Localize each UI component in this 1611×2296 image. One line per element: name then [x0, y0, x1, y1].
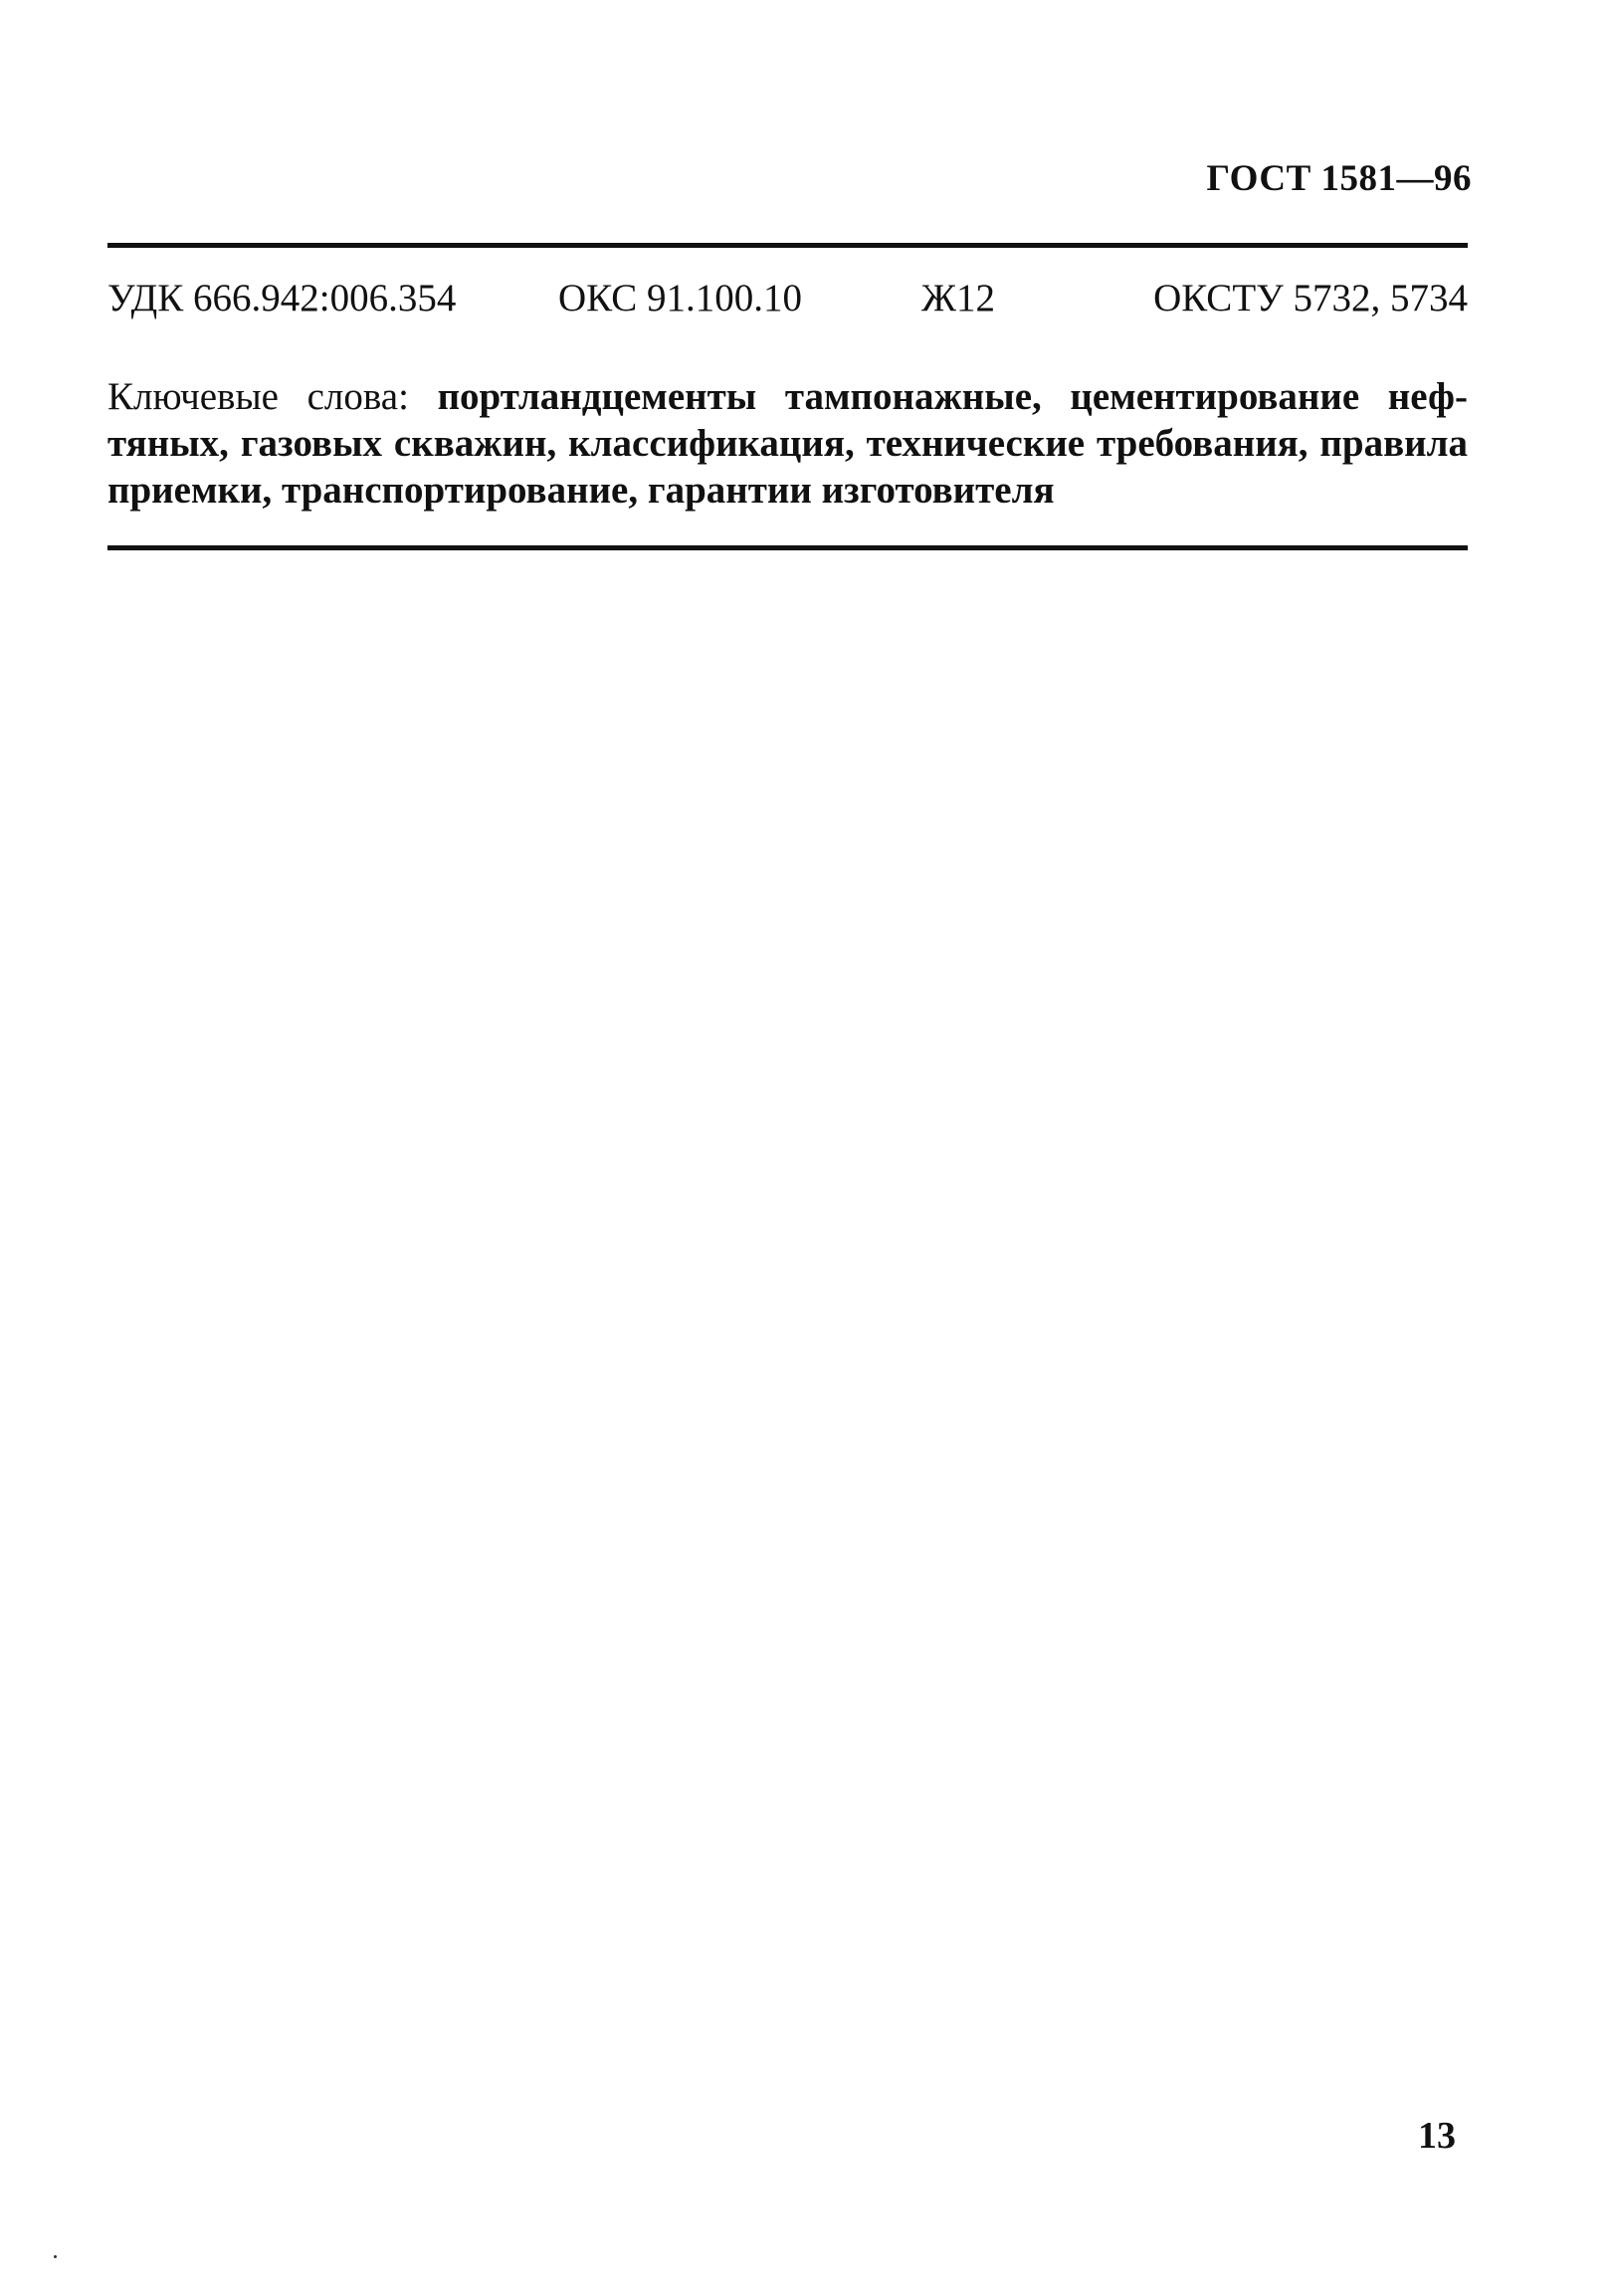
okstu-code: ОКСТУ 5732, 5734: [1153, 277, 1468, 319]
keywords-block: [107, 373, 1468, 514]
document-code: ГОСТ 1581—96: [1206, 158, 1472, 199]
keywords-label: Ключевые слова:: [107, 375, 409, 418]
bottom-divider: [107, 545, 1468, 550]
keywords-line-3: приемки, транспортирование, гарантии изготовителя: [107, 469, 1055, 512]
zh-code: Ж12: [921, 277, 995, 319]
oks-code: ОКС 91.100.10: [558, 277, 802, 319]
page-number: 13: [1418, 2115, 1456, 2157]
keywords-line-1: [107, 373, 1468, 420]
udk-code: УДК 666.942:006.354: [107, 277, 457, 319]
keywords-line-2: тяных, газовых скважин, классификация, технические требования, правила: [107, 422, 1468, 465]
keywords-text-1: портландцементы тампонажные, цементирование неф-: [437, 375, 1469, 418]
top-divider: [107, 243, 1468, 248]
classification-row: [107, 276, 1468, 325]
scan-speck: [54, 2255, 57, 2258]
